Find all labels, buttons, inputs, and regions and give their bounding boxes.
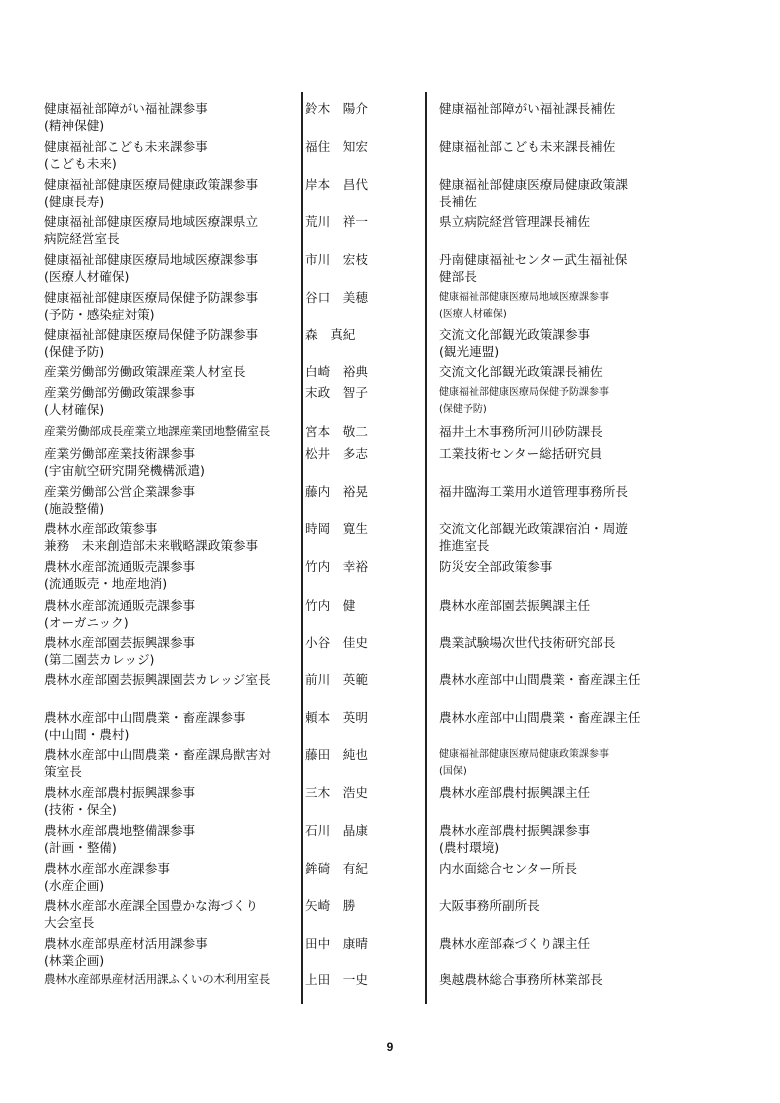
- new-position-line: (医療人材確保): [439, 309, 507, 320]
- previous-position: [44, 445, 300, 479]
- person-name: 時岡 寛生: [305, 521, 368, 536]
- previous-position-line: (中山間・農村): [44, 727, 130, 742]
- previous-position-line: 農林水産部政策参事: [44, 521, 158, 536]
- new-position-line: 農林水産部農村振興課参事: [439, 823, 591, 838]
- new-position-line: 防災安全部政策参事: [439, 559, 553, 574]
- previous-position-line: 農林水産部園芸振興課参事: [44, 635, 196, 650]
- new-position-line: 健康福祉部健康医療局地域医療課参事: [439, 292, 609, 303]
- new-position-line: 交流文化部観光政策課長補佐: [439, 364, 603, 379]
- page-number: 9: [386, 1040, 394, 1054]
- new-position-line: 内水面総合センター所長: [439, 861, 578, 876]
- previous-position-line: (医療人材確保): [44, 269, 130, 284]
- previous-position-line: 農林水産部流通販売課参事: [44, 598, 196, 613]
- new-position-line: (観光連盟): [439, 344, 500, 359]
- new-position: [439, 100, 664, 117]
- new-position-line: 丹南健康福祉センター武生福祉保: [439, 252, 628, 267]
- previous-position-line: 大会室長: [44, 915, 95, 930]
- person-name: 竹内 健: [305, 598, 356, 613]
- person-name: 藤内 裕晃: [305, 484, 368, 499]
- new-position-line: 健康福祉部健康医療局保健予防課参事: [439, 387, 609, 398]
- new-position-line: (国保): [439, 766, 467, 777]
- new-position: [439, 746, 664, 780]
- new-position: [439, 897, 664, 914]
- person-name: 福住 知宏: [305, 139, 368, 154]
- previous-position: [44, 597, 300, 631]
- previous-position: [44, 176, 300, 210]
- previous-position-line: (施設整備): [44, 501, 105, 516]
- new-position-line: 健康福祉部こども未来課長補佐: [439, 139, 616, 154]
- previous-position-line: 産業労働部成長産業立地課産業団地整備室長: [44, 424, 270, 438]
- previous-position-line: (精神保健): [44, 118, 105, 133]
- new-position-line: 推進室長: [439, 538, 490, 553]
- person-name: 藤田 純也: [305, 747, 368, 762]
- person-name: 小谷 佳史: [305, 635, 368, 650]
- new-position-line: 工業技術センター総括研究員: [439, 446, 603, 461]
- previous-position-line: (健康長寿): [44, 194, 105, 209]
- previous-position-line: 農林水産部中山間農業・畜産課鳥獣害対: [44, 747, 271, 762]
- new-position-line: 交流文化部観光政策課参事: [439, 327, 591, 342]
- new-position: [439, 860, 664, 877]
- previous-position-line: 農林水産部流通販売課参事: [44, 559, 196, 574]
- person-name: 頼本 英明: [305, 710, 368, 725]
- new-position-line: 農林水産部園芸振興課主任: [439, 598, 591, 613]
- previous-position-line: 健康福祉部こども未来課参事: [44, 139, 208, 154]
- new-position: [439, 251, 664, 285]
- new-position: [439, 326, 664, 360]
- new-position: [439, 384, 664, 418]
- new-position: [439, 822, 664, 856]
- new-position-line: 健部長: [439, 269, 477, 284]
- previous-position-line: (林業企画): [44, 953, 105, 968]
- previous-position: [44, 213, 300, 247]
- previous-position: [44, 709, 300, 743]
- new-position: [439, 363, 664, 380]
- previous-position-line: 健康福祉部健康医療局地域医療課県立: [44, 214, 259, 229]
- person-name: 田中 康晴: [305, 936, 368, 951]
- previous-position-line: (水産企画): [44, 878, 105, 893]
- new-position: [439, 176, 664, 210]
- column-divider-right: [425, 92, 427, 1004]
- person-name: 末政 智子: [305, 385, 368, 400]
- new-position: [439, 520, 664, 554]
- previous-position-line: (第二園芸カレッジ): [44, 652, 155, 667]
- person-name: 石川 晶康: [305, 823, 368, 838]
- person-name: 前川 英範: [305, 672, 368, 687]
- person-name: 市川 宏枝: [305, 252, 368, 267]
- person-name: 竹内 幸裕: [305, 559, 368, 574]
- previous-position-line: 健康福祉部健康医療局保健予防課参事: [44, 327, 259, 342]
- previous-position: [44, 483, 300, 517]
- person-name: 松井 多志: [305, 446, 368, 461]
- new-position-line: 健康福祉部健康医療局健康政策課: [439, 177, 628, 192]
- new-position: [439, 483, 664, 500]
- column-divider-left: [301, 92, 303, 1004]
- previous-position-line: 兼務 未来創造部未来戦略課政策参事: [44, 538, 259, 553]
- person-name: 鈴木 陽介: [305, 101, 368, 116]
- previous-position: [44, 326, 300, 360]
- new-position-line: 長補佐: [439, 194, 477, 209]
- person-name: 谷口 美穂: [305, 290, 368, 305]
- previous-position-line: 病院経営室長: [44, 231, 120, 246]
- new-position: [439, 935, 664, 952]
- new-position: [439, 634, 664, 651]
- new-position: [439, 709, 664, 726]
- new-position-line: 農業試験場次世代技術研究部長: [439, 635, 616, 650]
- new-position-line: 県立病院経営管理課長補佐: [439, 214, 591, 229]
- person-name: 三木 浩史: [305, 785, 368, 800]
- new-position-line: 奥越農林総合事務所林業部長: [439, 972, 603, 987]
- new-position-line: 農林水産部農村振興課主任: [439, 785, 591, 800]
- new-position: [439, 423, 664, 440]
- new-position-line: 農林水産部中山間農業・畜産課主任: [439, 672, 641, 687]
- person-name: 上田 一史: [305, 972, 368, 987]
- person-name: 矢崎 勝: [305, 898, 356, 913]
- previous-position: [44, 935, 300, 969]
- previous-position: [44, 634, 300, 668]
- previous-position-line: 農林水産部園芸振興課園芸カレッジ室長: [44, 672, 271, 687]
- person-name: 鉾碕 有紀: [305, 861, 368, 876]
- previous-position: [44, 746, 300, 780]
- previous-position: [44, 520, 300, 554]
- previous-position-line: (オーガニック): [44, 615, 129, 630]
- new-position: [439, 671, 664, 688]
- person-name: 岸本 昌代: [305, 177, 368, 192]
- new-position-line: 福井臨海工業用水道管理事務所長: [439, 484, 628, 499]
- previous-position-line: 農林水産部県産材活用課参事: [44, 936, 208, 951]
- previous-position: [44, 384, 300, 418]
- person-name: 白崎 裕典: [305, 364, 368, 379]
- previous-position-line: (保健予防): [44, 344, 105, 359]
- new-position: [439, 138, 664, 155]
- previous-position-line: 産業労働部労働政策課産業人材室長: [44, 364, 246, 379]
- previous-position-line: (予防・感染症対策): [44, 307, 155, 322]
- previous-position-line: 農林水産部水産課全国豊かな海づくり: [44, 898, 259, 913]
- previous-position-line: 農林水産部農地整備課参事: [44, 823, 196, 838]
- previous-position: [44, 289, 300, 323]
- previous-position: [44, 860, 300, 894]
- new-position-line: 農林水産部森づくり課主任: [439, 936, 591, 951]
- previous-position-line: 産業労働部産業技術課参事: [44, 446, 196, 461]
- new-position-line: 健康福祉部障がい福祉課長補佐: [439, 101, 616, 116]
- new-position: [439, 597, 664, 614]
- previous-position-line: 農林水産部農村振興課参事: [44, 785, 196, 800]
- new-position: [439, 558, 664, 575]
- new-position-line: (農村環境): [439, 840, 500, 855]
- previous-position: [44, 138, 300, 172]
- previous-position-line: (流通販売・地産地消): [44, 576, 168, 591]
- new-position: [439, 445, 664, 462]
- previous-position: [44, 784, 300, 818]
- new-position-line: 福井土木事務所河川砂防課長: [439, 424, 603, 439]
- previous-position-line: 産業労働部労働政策課参事: [44, 385, 196, 400]
- previous-position-line: (技術・保全): [44, 802, 117, 817]
- previous-position: [44, 897, 300, 931]
- new-position: [439, 289, 664, 323]
- new-position-line: 農林水産部中山間農業・畜産課主任: [439, 710, 641, 725]
- previous-position-line: 健康福祉部障がい福祉課参事: [44, 101, 208, 116]
- previous-position: [44, 671, 300, 688]
- previous-position-line: 農林水産部県産材活用課ふくいの木利用室長: [44, 972, 270, 986]
- previous-position-line: 農林水産部水産課参事: [44, 861, 170, 876]
- previous-position: [44, 971, 300, 988]
- new-position: [439, 784, 664, 801]
- previous-position: [44, 423, 300, 440]
- new-position: [439, 213, 664, 230]
- previous-position: [44, 363, 300, 380]
- person-name: 森 真紀: [305, 327, 356, 342]
- previous-position-line: (人材確保): [44, 402, 105, 417]
- previous-position-line: 産業労働部公営企業課参事: [44, 484, 196, 499]
- previous-position-line: 健康福祉部健康医療局保健予防課参事: [44, 290, 259, 305]
- previous-position: [44, 822, 300, 856]
- previous-position-line: (こども未来): [44, 156, 117, 171]
- person-name: 宮本 敬二: [305, 424, 368, 439]
- new-position-line: (保健予防): [439, 404, 487, 415]
- previous-position-line: 農林水産部中山間農業・畜産課参事: [44, 710, 246, 725]
- new-position-line: 交流文化部観光政策課宿泊・周遊: [439, 521, 628, 536]
- previous-position: [44, 100, 300, 134]
- previous-position-line: 策室長: [44, 764, 82, 779]
- new-position-line: 健康福祉部健康医療局健康政策課参事: [439, 749, 609, 760]
- previous-position-line: 健康福祉部健康医療局健康政策課参事: [44, 177, 259, 192]
- person-name: 荒川 祥一: [305, 214, 368, 229]
- previous-position-line: (計画・整備): [44, 840, 117, 855]
- previous-position: [44, 251, 300, 285]
- previous-position-line: (宇宙航空研究開発機構派遣): [44, 463, 205, 478]
- new-position: [439, 971, 664, 988]
- previous-position-line: 健康福祉部健康医療局地域医療課参事: [44, 252, 259, 267]
- previous-position: [44, 558, 300, 592]
- new-position-line: 大阪事務所副所長: [439, 898, 540, 913]
